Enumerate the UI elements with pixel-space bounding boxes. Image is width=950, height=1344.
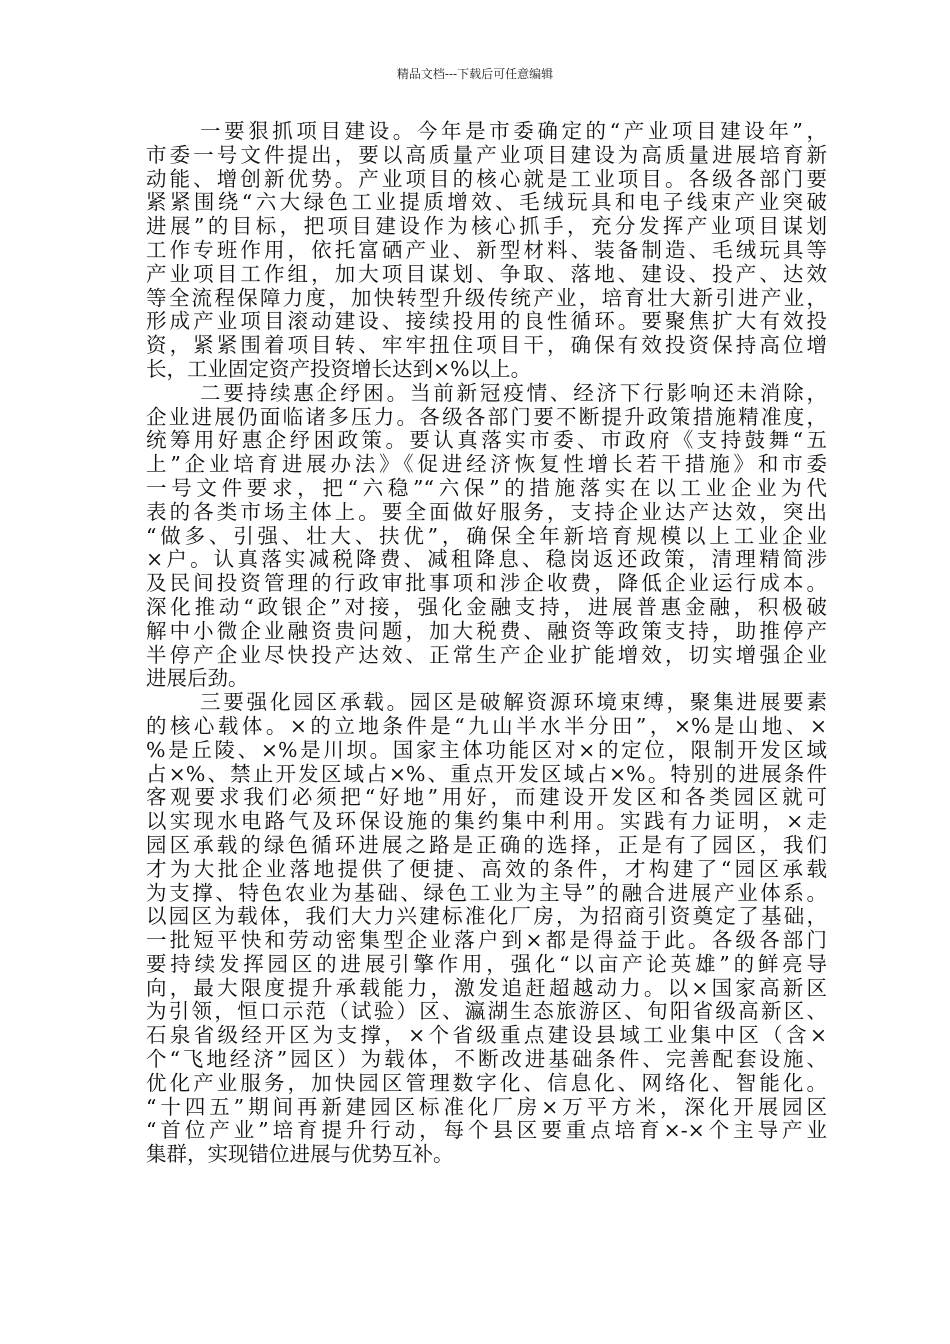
paragraph-line: 半停产企业尽快投产达效、正常生产企业扩能增效，切实增强企业 (146, 642, 827, 667)
paragraph-line: 动能、增创新优势。产业项目的核心就是工业项目。各级各部门要 (146, 166, 827, 191)
paragraph-line: 以园区为载体，我们大力兴建标准化厂房，为招商引资奠定了基础， (146, 904, 827, 929)
paragraph-line: 统筹用好惠企纾困政策。要认真落实市委、市政府《支持鼓舞“五 (146, 428, 827, 453)
paragraph-line: 形成产业项目滚动建设、接续投用的良性循环。要聚焦扩大有效投 (146, 309, 827, 334)
paragraph-line: 才为大批企业落地提供了便捷、高效的条件，才构建了“园区承载 (146, 856, 827, 881)
paragraph-line: 一号文件要求，把“六稳”“六保”的措施落实在以工业企业为代 (146, 475, 827, 500)
paragraph-line: 长，工业固定资产投资增长达到×%以上。 (146, 356, 532, 381)
paragraph-line: 解中小微企业融资贵问题，加大税费、融资等政策支持，助推停产 (146, 618, 827, 643)
paragraph-line: 石泉省级经开区为支撑，×个省级重点建设县域工业集中区（含× (146, 1023, 827, 1048)
paragraph-line: 产业项目工作组，加大项目谋划、争取、落地、建设、投产、达效 (146, 261, 827, 286)
paragraph (146, 120, 827, 382)
document-body (146, 120, 827, 1167)
paragraph-line: 园区承载的绿色循环进展之路是正确的选择，正是有了园区，我们 (146, 832, 827, 857)
paragraph-line: 的核心载体。×的立地条件是“九山半水半分田”，×%是山地、× (146, 713, 827, 738)
paragraph-line: 一批短平快和劳动密集型企业落户到×都是得益于此。各级各部门 (146, 928, 827, 953)
paragraph-line: 以实现水电路气及环保设施的集约集中利用。实践有力证明，×走 (146, 809, 827, 834)
paragraph-line: 上”企业培育进展办法》《促进经济恢复性增长若干措施》和市委 (146, 452, 827, 477)
paragraph-line: 工作专班作用，依托富硒产业、新型材料、装备制造、毛绒玩具等 (146, 237, 827, 262)
paragraph-line: 为支撑、特色农业为基础、绿色工业为主导”的融合进展产业体系。 (146, 880, 827, 905)
paragraph-line: 客观要求我们必须把“好地”用好，而建设开发区和各类园区就可 (146, 785, 827, 810)
paragraph-line: 进展”的目标，把项目建设作为核心抓手，充分发挥产业项目谋划 (146, 214, 827, 239)
paragraph-line: 向，最大限度提升承载能力，激发追赶超越动力。以×国家高新区 (146, 975, 827, 1000)
paragraph-line: %是丘陵、×%是川坝。国家主体功能区对×的定位，限制开发区域 (146, 737, 827, 762)
paragraph-line: 企业进展仍面临诸多压力。各级各部门要不断提升政策措施精准度， (146, 404, 827, 429)
paragraph-line: “首位产业”培育提升行动，每个县区要重点培育×-×个主导产业 (146, 1118, 827, 1143)
paragraph-line: 等全流程保障力度，加快转型升级传统产业，培育壮大新引进产业， (146, 285, 827, 310)
paragraph-line: 一要狠抓项目建设。今年是市委确定的“产业项目建设年”， (200, 119, 827, 143)
page-header: 精品文档---下载后可任意编辑 (396, 67, 554, 81)
paragraph-line: 要持续发挥园区的进展引擎作用，强化“以亩产论英雄”的鲜亮导 (146, 951, 827, 976)
paragraph-line: 集群，实现错位进展与优势互补。 (146, 1142, 454, 1167)
paragraph-line: “做多、引强、壮大、扶优”，确保全年新培育规模以上工业企业 (146, 523, 827, 548)
paragraph-line: 进展后劲。 (146, 666, 249, 691)
paragraph-line: 表的各类市场主体上。要全面做好服务，支持企业达产达效，突出 (146, 499, 827, 524)
paragraph-line: 三要强化园区承载。园区是破解资源环境束缚，聚集进展要素 (200, 690, 827, 715)
paragraph-line: 及民间投资管理的行政审批事项和涉企收费，降低企业运行成本。 (146, 571, 827, 596)
paragraph-line: 为引领，恒口示范（试验）区、瀛湖生态旅游区、旬阳省级高新区、 (146, 999, 827, 1024)
paragraph-line: 个“飞地经济”园区）为载体，不断改进基础条件、完善配套设施、 (146, 1047, 827, 1072)
paragraph-line: 深化推动“政银企”对接，强化金融支持，进展普惠金融，积极破 (146, 594, 827, 619)
paragraph-line: 市委一号文件提出，要以高质量产业项目建设为高质量进展培育新 (146, 142, 827, 167)
paragraph-line: 优化产业服务，加快园区管理数字化、信息化、网络化、智能化。 (146, 1070, 827, 1095)
paragraph-line: 二要持续惠企纾困。当前新冠疫情、经济下行影响还未消除， (200, 380, 827, 405)
paragraph (146, 691, 827, 1167)
paragraph-line: ×户。认真落实减税降费、减租降息、稳岗返还政策，清理精简涉 (146, 547, 827, 572)
paragraph-line: “十四五”期间再新建园区标准化厂房×万平方米，深化开展园区 (146, 1094, 827, 1119)
paragraph-line: 占×%、禁止开发区域占×%、重点开发区域占×%。特别的进展条件 (146, 761, 827, 786)
paragraph-line: 紧紧围绕“六大绿色工业提质增效、毛绒玩具和电子线束产业突破 (146, 190, 827, 215)
paragraph-line: 资，紧紧围着项目转、牢牢扭住项目干，确保有效投资保持高位增 (146, 333, 827, 358)
paragraph (146, 382, 827, 691)
